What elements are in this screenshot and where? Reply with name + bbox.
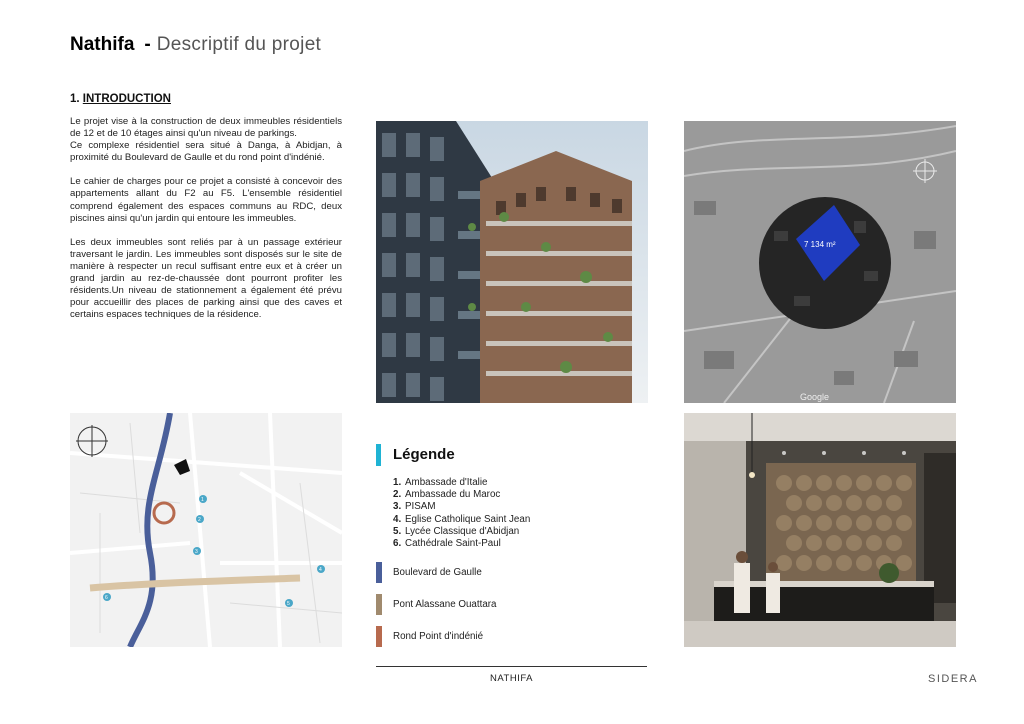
road-label-rond-point: Rond Point d'indénié [393,631,484,642]
project-name: Nathifa [70,34,135,55]
road-label-boulevard: Boulevard de Gaulle [393,567,482,578]
list-item: 2. Ambassade du Maroc [393,489,501,501]
map-watermark: Google [800,392,830,402]
lobby-render-image [684,413,956,647]
road-swatch-boulevard [376,562,382,583]
paragraph: Le projet vise à la construction de deux immeubles résidentiels de 12 et de 10 étages ainsi qu'un niveau de parkings. Ce complexe résidentiel sera situé à Danga, à Abidjan, à proximité du Boulevard de Gaulle et du rond point d'indénié. [70,116,342,164]
footer-brand-logo: SIDERA [928,673,978,685]
map-marker-4: 4 [319,567,322,573]
legend-list [393,477,530,550]
building-render-image [376,121,648,403]
legend-accent-bar [376,444,381,466]
location-map-image [70,413,342,647]
list-item: 5. Lycée Classique d'Abidjan [393,525,520,537]
intro-text [70,116,342,333]
map-marker-1: 1 [201,497,204,503]
road-swatch-pont [376,594,382,615]
page-title [70,34,321,56]
list-item: 6. Cathédrale Saint-Paul [393,538,501,550]
road-swatch-rond-point [376,626,382,647]
section-number: 1. [70,93,80,105]
site-area-label: 7 134 m² [804,240,836,249]
map-marker-6: 6 [105,595,108,601]
aerial-site-image [684,121,956,403]
map-marker-5: 5 [287,601,290,607]
section-title: INTRODUCTION [82,93,171,105]
map-marker-3: 3 [195,549,198,555]
list-item: 3. PISAM [393,501,436,513]
paragraph: Le cahier de charges pour ce projet a consisté à concevoir des appartements allant du F2 au F5. L'ensemble résidentiel comprend également des espaces communs au RDC, deux piscines ainsi qu'un jardin qui entoure les immeubles. [70,176,342,224]
legend-title: Légende [393,446,455,463]
title-separator: - [144,34,151,55]
page-subtitle: Descriptif du projet [156,34,322,55]
paragraph: Les deux immeubles sont reliés par à un passage extérieur traversant le jardin. Les immeubles sont disposés sur le site de manière à respecter un recul suffisant entre eux et à créer un grand jardin au rez-de-chaussée dont pourront profiter les résidents.Un niveau de stationnement a également été prévu pour accueillir des places de parking ainsi que des caves et certains espaces techniques de la résidence. [70,236,342,321]
footer-divider [376,666,647,667]
section-heading [70,93,171,105]
footer-project-name: NATHIFA [490,673,533,684]
list-item: 1. Ambassade d'Italie [393,477,488,488]
list-item: 4. Eglise Catholique Saint Jean [393,513,531,525]
map-marker-2: 2 [198,517,201,523]
road-label-pont: Pont Alassane Ouattara [393,599,497,610]
